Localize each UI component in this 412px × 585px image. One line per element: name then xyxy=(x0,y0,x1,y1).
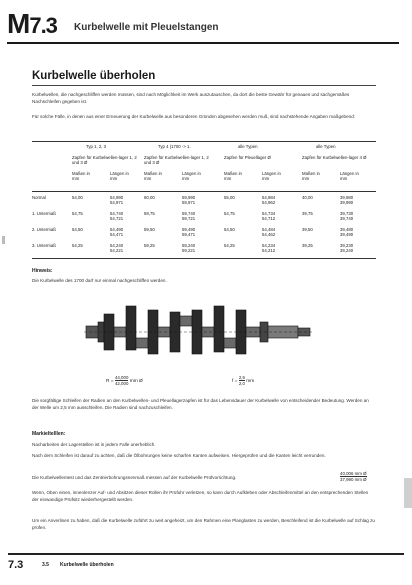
table-cell: 54,25 xyxy=(224,243,235,248)
sub-paragraph-1: Nacharbeiten der Lagerstellen ist in jedem Falle unerheblich. xyxy=(32,442,156,447)
footer-subnumber: 3.5 xyxy=(42,562,49,568)
table-cell: 54,50 xyxy=(72,227,83,232)
table-cell: 59,240 59,221 xyxy=(182,243,196,253)
table-cell: 54,984 54,962 xyxy=(262,195,276,205)
table-subgroup-header: Zapfen für Kurbelwellen-lager 1, 2 und 3 Ø xyxy=(72,155,137,165)
table-column-label: Maßen in mm xyxy=(302,171,320,181)
table-bottom-rule xyxy=(32,258,376,259)
tolerance-fraction xyxy=(340,471,367,482)
table-cell: 59,75 xyxy=(144,211,155,216)
note-text: Die Kurbelwelle des 1700 darf nur einmal nachgeschliffen werden. xyxy=(32,278,167,283)
chapter-title: Kurbelwelle mit Pleuelstangen xyxy=(74,22,219,33)
crankshaft-illustration xyxy=(84,300,314,364)
footer-title: Kurbelwelle überholen xyxy=(60,562,114,568)
sub-paragraph-4: Wenn, Oben einen, innenlenzer Auf- und Absitzen dieser Rollen ihr Prüfuhr verletzen, so kann durch Aufkleben oder Abschleifenmittel an den entsprechenden Stellen der einwandige Prüfsitz wiederhergestellt werden. xyxy=(32,490,369,503)
table-cell: 54,75 xyxy=(224,211,235,216)
table-cell: 59,990 59,971 xyxy=(182,195,196,205)
table-cell: 54,75 xyxy=(72,211,83,216)
intro-paragraph-1: Kurbelwellen, die nachgeschliffen werden müssen, sind nach Möglichkeit im Werk auszutauschen, da dort die beste Gewähr für genaues und sachgemäßes Nachschleifen gegeben ist. xyxy=(32,92,350,105)
sub-paragraph-5: Um ein Anverlinen zu haben, daß die Kurbelwelle zuführt zu weit angeheizt, um den Rahmen eine Planglasten zu werden, Beschleifend ist die Kurbelwelle auf Schlag zu prüfen. xyxy=(32,518,375,531)
f-unit: mm xyxy=(246,378,255,384)
chapter-letter: M xyxy=(7,8,30,39)
table-group-header: alle Typen xyxy=(238,144,258,149)
r-fraction xyxy=(115,375,128,386)
table-cell: 59,25 xyxy=(144,243,155,248)
table-subgroup-header: Zapfen für Kurbelwellen-lager 4 Ø xyxy=(302,155,367,160)
table-cell: 59,490 59,471 xyxy=(182,227,196,237)
table-cell: 54,50 xyxy=(224,227,235,232)
table-cell: 39,480 39,490 xyxy=(340,227,354,237)
table-cell: 55,00 xyxy=(224,195,235,200)
subsection-heading: Markieltelllen: xyxy=(32,431,66,437)
table-group-header: Typ 4 (1700 -> 1. xyxy=(158,144,191,149)
table-cell: 40,00 xyxy=(302,195,313,200)
footer-rule xyxy=(8,553,404,555)
tol-top: 40,006 mm Ø xyxy=(340,471,367,476)
table-row-label: 2. Untermaß xyxy=(32,227,56,232)
radius-formula xyxy=(106,375,143,386)
table-column-label: Maßen in mm xyxy=(224,171,242,181)
binding-mark xyxy=(2,236,5,244)
table-cell: 54,25 xyxy=(72,243,83,248)
f-bottom: 2,0 xyxy=(238,381,245,386)
table-cell: 54,00 xyxy=(72,195,83,200)
r-unit: mm Ø xyxy=(129,378,143,384)
table-cell: 54,490 54,471 xyxy=(110,227,124,237)
tol-bottom: 37,990 mm Ø xyxy=(340,477,367,482)
table-group-header: alle Typen xyxy=(316,144,336,149)
table-subgroup-header: Zapfen für Kurbelwellen-lager 1, 2 und 3 Ø xyxy=(144,155,209,165)
note-heading: Hinweis: xyxy=(32,268,53,274)
table-header-rule xyxy=(32,191,376,192)
chapter-num: 7.3 xyxy=(29,13,57,38)
table-subgroup-header: Zapfen für Pleuellager Ø xyxy=(224,155,271,160)
footer-number: 7.3 xyxy=(8,559,24,571)
table-column-label: Maßen in mm xyxy=(72,171,90,181)
tolerance-frac xyxy=(340,471,367,482)
table-cell: 59,50 xyxy=(144,227,155,232)
r-label: R = xyxy=(106,378,114,384)
table-row-label: Normal xyxy=(32,195,46,200)
page-footer xyxy=(8,553,404,573)
table-cell: 39,25 xyxy=(302,243,313,248)
table-group-header: Typ 1, 2, 3 xyxy=(86,144,107,149)
table-cell: 39,50 xyxy=(302,227,313,232)
table-column-label: Längen in mm xyxy=(262,171,281,181)
table-cell: 39,75 xyxy=(302,211,313,216)
table-column-label: Längen in mm xyxy=(110,171,129,181)
table-row-label: 3. Untermaß xyxy=(32,243,56,248)
table-cell: 39,730 39,740 xyxy=(340,211,354,221)
table-column-label: Längen in mm xyxy=(340,171,359,181)
table-cell: 54,990 54,971 xyxy=(110,195,124,205)
table-column-label: Maßen in mm xyxy=(144,171,162,181)
table-cell: 54,734 54,712 xyxy=(262,211,276,221)
intro-paragraph-2: Für solche Fälle, in denen aus einer Erneuerung der Kurbelwelle aus besonderen Gründen abgesehen werden muß, sind nachstehende Angaben maßgebend: xyxy=(32,114,356,119)
sub-paragraph-2: Nach dem Schleifen ist darauf zu achten, daß die Ölbohrungen keine scharfen Kanten aufweisen. Hiergeprüfen und die Kanten leicht verrunden. xyxy=(32,453,326,458)
table-cell: 54,484 54,462 xyxy=(262,227,276,237)
table-cell: 39,980 39,990 xyxy=(340,195,354,205)
table-cell: 54,234 54,212 xyxy=(262,243,276,253)
section-title: Kurbelwelle überholen xyxy=(32,70,156,82)
f-top: 2,5 xyxy=(238,375,245,380)
r-bottom: 42,000 xyxy=(114,381,129,386)
table-cell: 60,00 xyxy=(144,195,155,200)
section-rule xyxy=(32,85,376,86)
chapter-number xyxy=(7,8,57,40)
table-cell: 39,230 39,240 xyxy=(340,243,354,253)
page-margin-tab xyxy=(404,478,412,508)
table-cell: 59,740 59,721 xyxy=(182,211,196,221)
table-column-label: Längen in mm xyxy=(182,171,201,181)
sub-paragraph-3: Die Kurbelwellentest und das Zentrierbohrungsnenmaß messen auf der Kurbelwelle Prüfvorrichtung. xyxy=(32,475,237,480)
table-top-rule xyxy=(32,141,376,142)
table-row-label: 1. Untermaß xyxy=(32,211,56,216)
header-rule xyxy=(7,42,399,44)
table-cell: 54,740 54,721 xyxy=(110,211,124,221)
after-formula-paragraph: Die sorgfältige Schleifen der Radien an den Kurbelwellen- und Pleuellagerzapfen ist für das Lebensdauer der Kurbelwelle von entscheidender Bedeutung. Werden an der Welle um 2,5 mm ausschleifen. Die Radien sind nachzuschleifen. xyxy=(32,398,369,411)
fillet-formula xyxy=(232,375,254,386)
page-header xyxy=(7,6,399,44)
table-cell: 54,240 54,221 xyxy=(110,243,124,253)
r-top: 44,000 xyxy=(114,375,129,380)
f-fraction xyxy=(239,375,245,386)
f-label: f = xyxy=(232,378,238,384)
